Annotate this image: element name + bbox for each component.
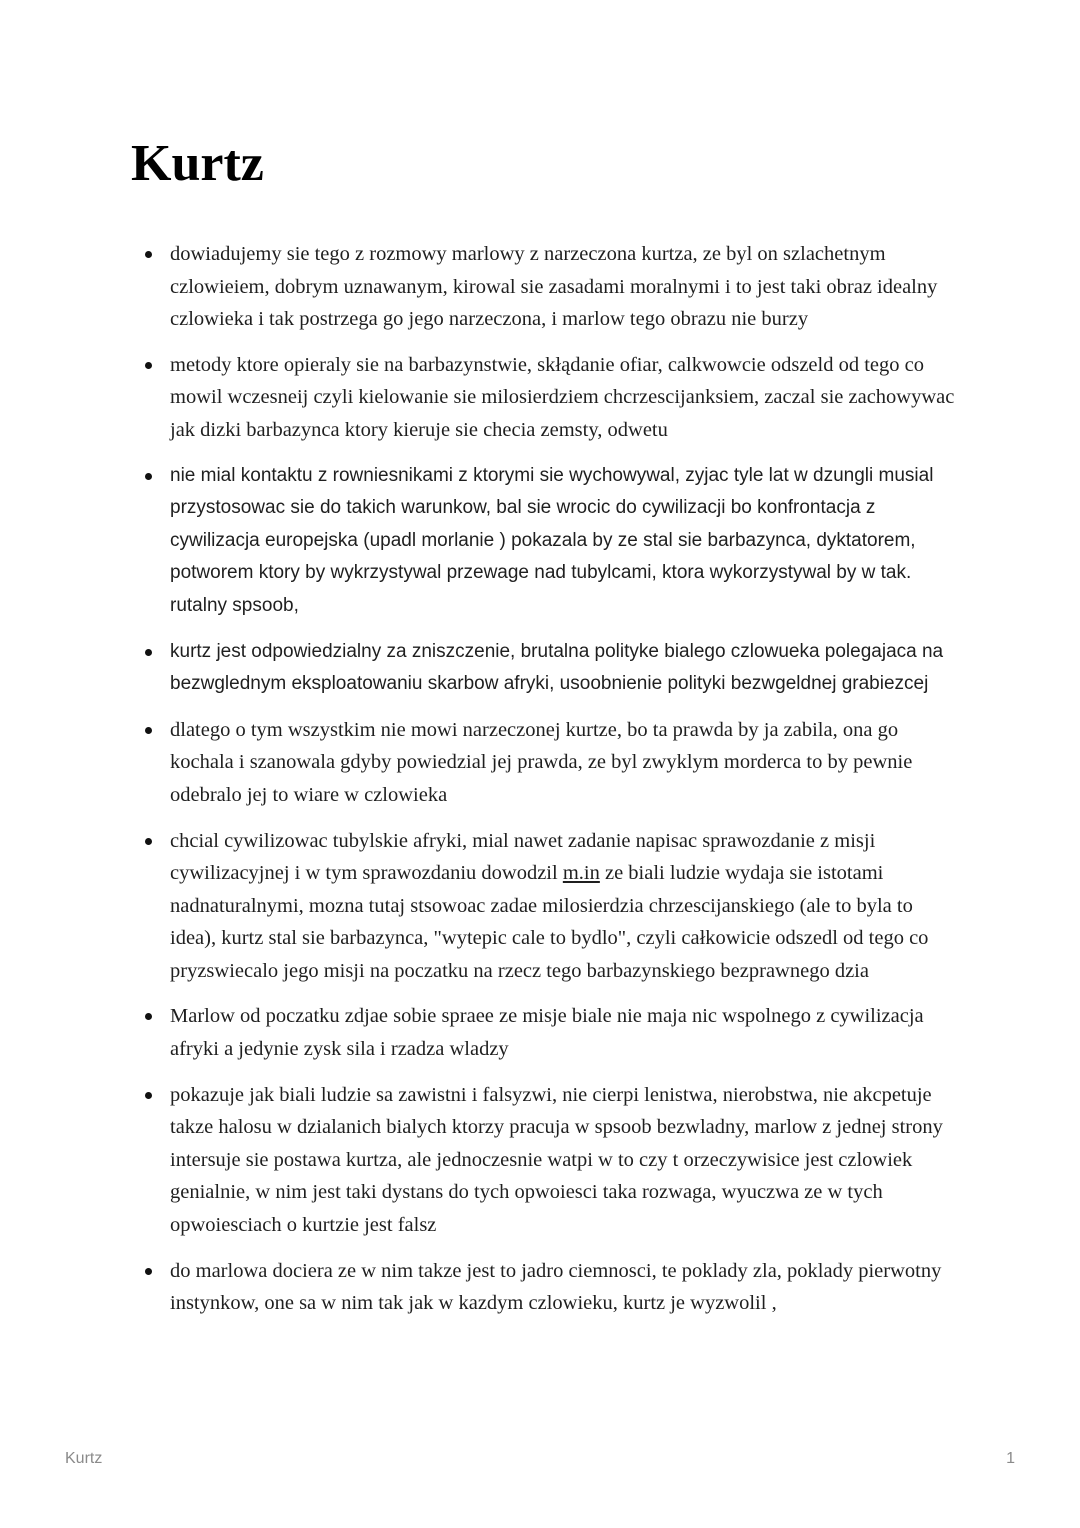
- list-item-text: dowiadujemy sie tego z rozmowy marlowy z narzeczona kurtza, ze byl on szlachetnym czlowieiem, dobrym uznawanym, kirowal sie zasadami moralnymi i to jest taki obraz idealny czlowieka i tak postrzega go jego narzeczona, i marlow tego obrazu nie burzy: [170, 243, 938, 331]
- list-item-text: kurtz jest odpowiedzialny za zniszczenie, brutalna polityke bialego czlowueka polegajaca na bezwglednym eksploatowaniu skarbow afryki, usoobnienie polityki bezwgeldnej grabiezcej: [170, 640, 944, 695]
- list-item: [170, 349, 960, 447]
- list-item: [170, 714, 960, 812]
- list-item: [170, 825, 960, 988]
- footer-page-number: 1: [1006, 1450, 1015, 1467]
- list-item-text: do marlowa dociera ze w nim takze jest to jadro ciemnosci, te poklady zla, poklady pierwotny instynkow, one sa w nim tak jak w kazdym czlowieku, kurtz je wyzwolil ,: [170, 1259, 942, 1315]
- bullet-list: [170, 238, 960, 1333]
- list-item: [170, 238, 960, 336]
- list-item-text-start: chcial cywilizowac tubylskie afryki, mial nawet zadanie napisac sprawozdanie z misji cywilizacyjnej i w tym sprawozdaniu dowodzil: [170, 829, 876, 885]
- list-item: [170, 1000, 960, 1065]
- list-item: [170, 636, 960, 701]
- list-item-text: Marlow od poczatku zdjae sobie spraee ze misje biale nie maja nic wspolnego z cywilizacja afryki a jedynie zysk sila i rzadza wladzy: [170, 1005, 924, 1061]
- list-item-text-end: ze biali ludzie wydaja sie istotami nadnaturalnymi, mozna tutaj stsowoac zadae milosierdzia chrzescijanskiego (ale to byla to idea), kurtz stal sie barbazynca, "wytepic cale to bydlo", czyli całkowicie odszedl od tego co pryzswiecalo jego misji na poczatku na rzecz tego barbazynskiego bezprawnego dzia: [170, 862, 929, 982]
- list-item: [170, 460, 960, 623]
- page-title: Kurtz: [131, 135, 264, 192]
- list-item-text: pokazuje jak biali ludzie sa zawistni i falsyzwi, nie cierpi lenistwa, nierobstwa, nie akcpetuje takze halosu w dzialanich bialych ktorzy pracuja w spsoob bezwladny, marlow z jednej strony intersuje sie postawa kurtza, ale jednoczesnie watpi w to czy t orzeczywisice jest czlowiek genialnie, w nim jest taki dystans do tych opwoiesci taka rozwaga, wyuczwa ze w tych opwoiesciach o kurtzie jest falsz: [170, 1083, 943, 1237]
- footer-document-title: Kurtz: [65, 1450, 103, 1467]
- list-item: [170, 1079, 960, 1242]
- list-item-text: dlatego o tym wszystkim nie mowi narzeczonej kurtze, bo ta prawda by ja zabila, ona go kochala i szanowala gdyby powiedzial jej prawda, ze byl zwyklym morderca to by pewnie odebralo jej to wiare w czlowieka: [170, 718, 913, 806]
- list-item-text: metody ktore opieraly sie na barbazynstwie, skłądanie ofiar, calkwowcie odszeld od tego co mowil wczesneij czyli kielowanie sie milosierdziem chcrzescijanksiem, zaczal sie zachowywac jak dizki barbazynca ktory kieruje sie checia zemsty, odwetu: [170, 353, 955, 441]
- inline-link[interactable]: m.in: [562, 862, 600, 885]
- list-item-text: nie mial kontaktu z rowniesnikami z ktorymi sie wychowywal, zyjac tyle lat w dzungli musial przystosowac sie do takich warunkow, bal sie wrocic do cywilizacji bo konfrontacja z cywilizacja europejska (upadl morlanie ) pokazala by ze stal sie barbazynca, dyktatorem, potworem ktory by wykrzystywal przewage nad tubylcami, ktora wykorzystywal by w tak. rutalny spsoob,: [170, 464, 934, 616]
- list-item: [170, 1255, 960, 1320]
